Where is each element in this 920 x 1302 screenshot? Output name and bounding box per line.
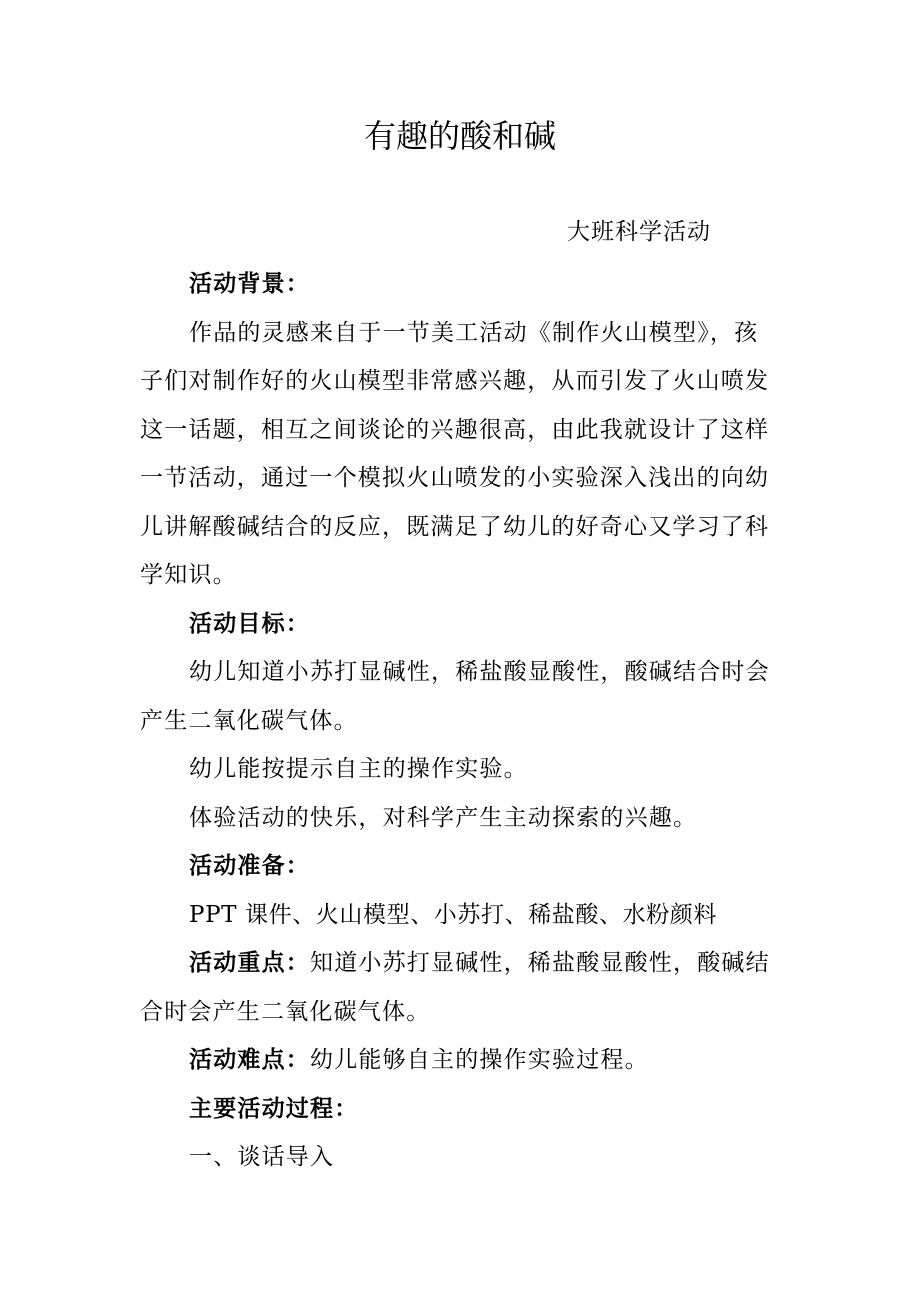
key-point-paragraph bbox=[140, 939, 780, 1036]
process-heading: 主要活动过程： bbox=[189, 1094, 359, 1122]
key-point-label: 活动重点： bbox=[189, 949, 310, 976]
goal-item: 体验活动的快乐，对科学产生主动探索的兴趣。 bbox=[189, 804, 698, 831]
document-subtitle: 大班科学活动 bbox=[567, 219, 711, 245]
difficulty-text: 幼儿能够自主的操作实验过程。 bbox=[310, 1047, 649, 1073]
background-paragraph: 作品的灵感来自于一节美工活动《制作火山模型》，孩子们对制作好的火山模型非常感兴趣，从而引发了火山喷发这一话题，相互之间谈论的兴趣很高，由此我就设计了这样一节活动，通过一个模拟火山喷发的小实验深入浅出的向幼儿讲解酸碱结合的反应，既满足了幼儿的好奇心又学习了科学知识。 bbox=[140, 319, 770, 588]
key-point-text: 知道小苏打显碱性，稀盐酸显酸性，酸碱结合时会产生二氧化碳气体。 bbox=[140, 950, 770, 1025]
prep-materials: PPT 课件、火山模型、小苏打、稀盐酸、水粉颜料 bbox=[189, 901, 718, 928]
difficulty-label: 活动难点： bbox=[189, 1046, 310, 1073]
background-heading: 活动背景： bbox=[189, 270, 310, 297]
document-body bbox=[140, 260, 780, 1182]
goal-item: 幼儿知道小苏打显碱性，稀盐酸显酸性，酸碱结合时会产生二氧化碳气体。 bbox=[140, 659, 770, 734]
goals-heading: 活动目标： bbox=[189, 609, 310, 637]
goal-item: 幼儿能按提示自主的操作实验。 bbox=[189, 756, 528, 782]
prep-heading: 活动准备： bbox=[189, 852, 310, 879]
document-title: 有趣的酸和碱 bbox=[363, 117, 556, 155]
difficulty-paragraph bbox=[140, 1036, 780, 1085]
process-step: 一、谈话导入 bbox=[189, 1144, 335, 1170]
